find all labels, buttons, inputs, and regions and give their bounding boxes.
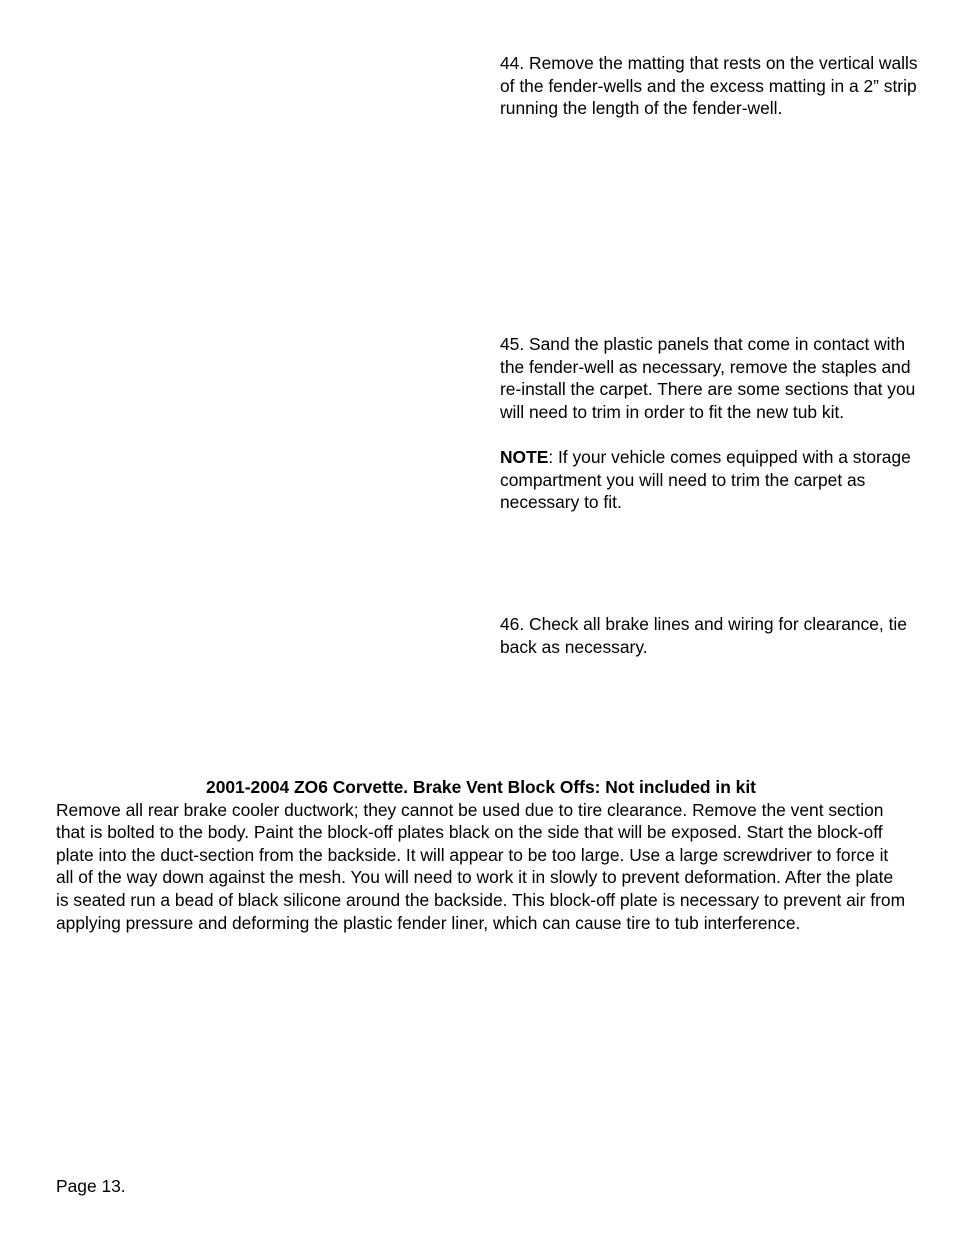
step-46 [500,613,920,658]
note-text: : If your vehicle comes equipped with a storage compartment you will need to trim the carpet as necessary to fit. [500,446,911,513]
step-45-text: 45. Sand the plastic panels that come in contact with the fender-well as necessary, remove the staples and re-install the carpet. There are some sections that you will need to trim in order to fit the new tub kit. [500,334,916,422]
step-45 [500,333,920,514]
section-title: 2001-2004 ZO6 Corvette. Brake Vent Block Offs: Not included in kit [206,777,756,797]
step-44-text: 44. Remove the matting that rests on the vertical walls of the fender-wells and the excess matting in a 2” strip running the length of the fender-well. [500,53,918,119]
page-number: Page 13. [56,1176,126,1196]
step-45-note [500,446,920,514]
section-body: Remove all rear brake cooler ductwork; they cannot be used due to tire clearance. Remove the vent section that is bolted to the body. Paint the block-off plates black on the side that will be exposed. Start the block-off plate into the duct-section from the backside. It will appear to be too large. Use a large screwdriver to force it all of the way down against the mesh. You will need to work it in slowly to prevent deformation. After the plate is seated run a bead of black silicone around the backside. This block-off plate is necessary to prevent air from applying pressure and deforming the plastic fender liner, which can cause tire to tub interference. [56,799,906,933]
brake-vent-section [56,776,906,934]
step-44 [500,52,920,120]
note-label: NOTE [500,446,549,467]
step-46-text: 46. Check all brake lines and wiring for clearance, tie back as necessary. [500,614,907,657]
